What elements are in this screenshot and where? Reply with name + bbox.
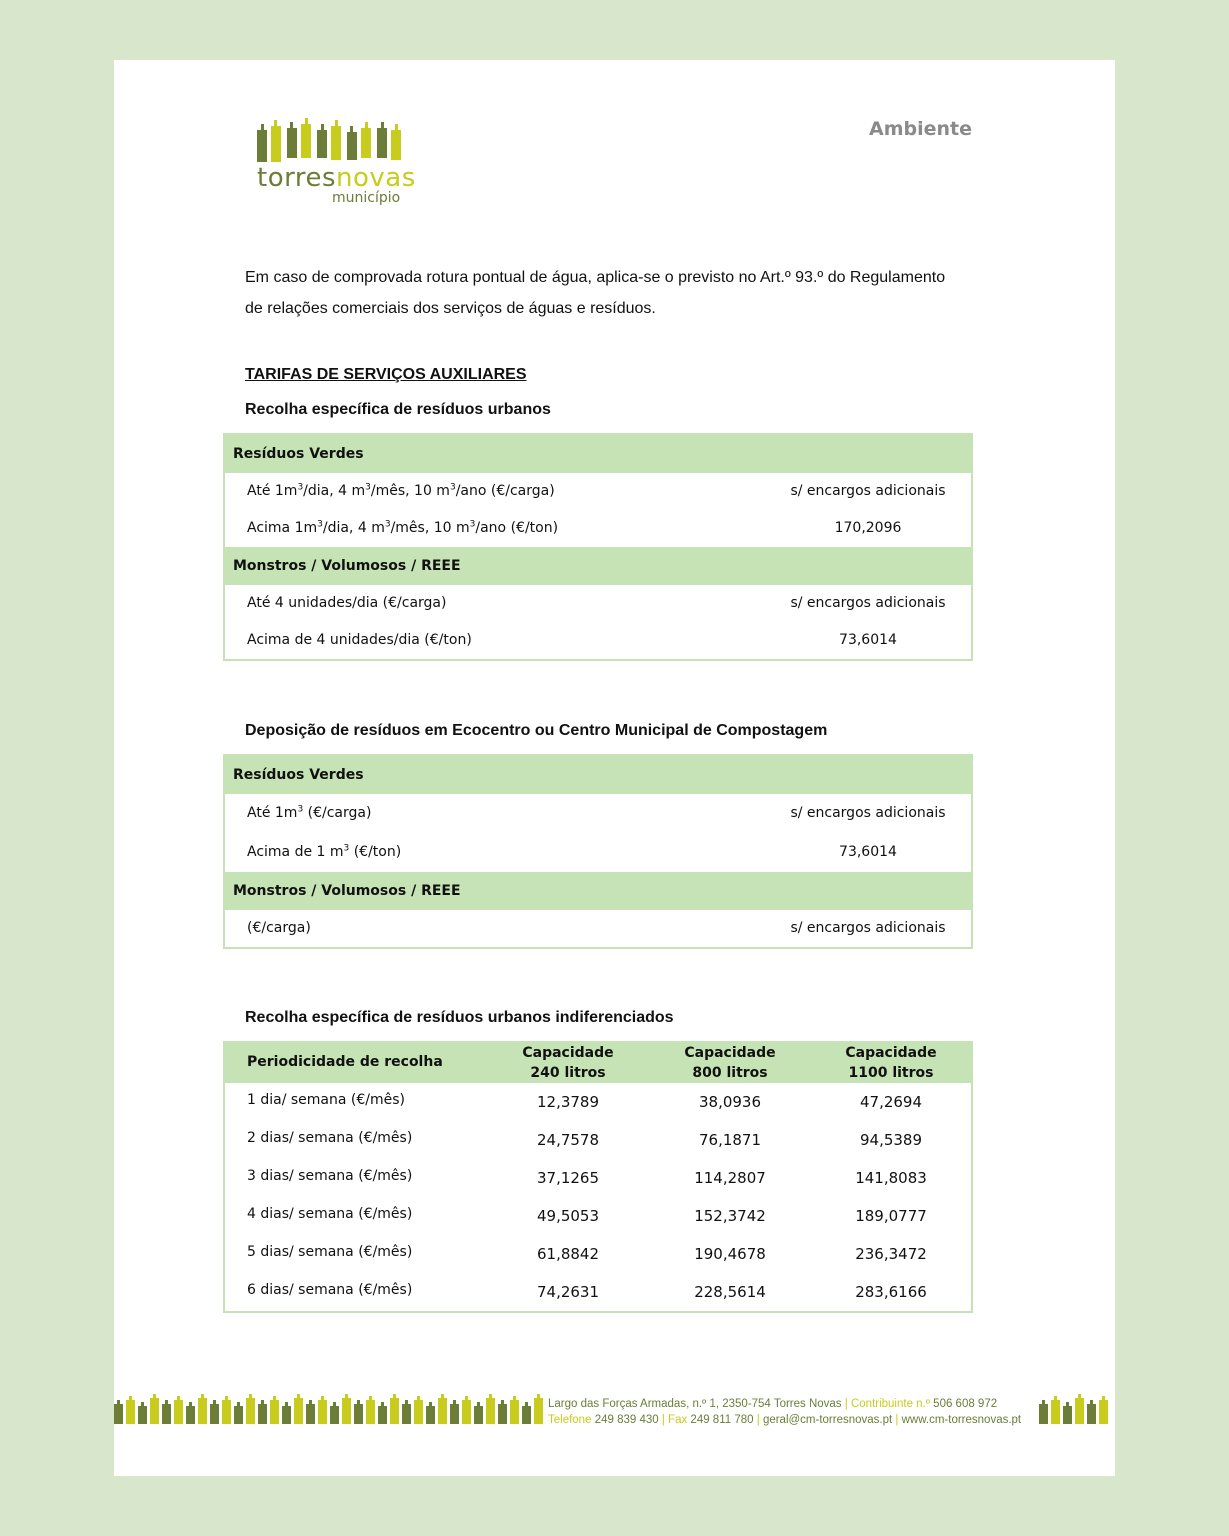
battlements-decoration-icon: [114, 1394, 544, 1428]
cell-value: 24,7578: [536, 1131, 600, 1149]
logo-subtitle: município: [332, 190, 401, 206]
row-label: Acima de 1 $m^3$ (€/ton): [247, 843, 402, 860]
table-group-header: Resíduos Verdes: [225, 756, 971, 794]
row-label: Acima $1m^3$/dia, 4 $m^3$/mês, 10 $m^3$/ano (€/ton): [247, 519, 559, 536]
table-group-header: Monstros / Volumosos / REEE: [225, 547, 971, 585]
table-row: [225, 794, 971, 833]
row-label: 2 dias/ semana (€/mês): [247, 1130, 413, 1146]
footer-email-link[interactable]: geral@cm-torresnovas.pt: [762, 1414, 893, 1426]
table-deposicao: [223, 754, 973, 949]
row-label: 5 dias/ semana (€/mês): [247, 1244, 413, 1260]
column-header: Capacidade 240 litros: [522, 1045, 614, 1081]
cell-value: 141,8083: [855, 1169, 927, 1187]
cell-value: 74,2631: [536, 1283, 600, 1301]
intro-line: Em caso de comprovada rotura pontual de água, aplica-se o previsto no Art.º 93.º do Regulamento: [245, 269, 946, 286]
footer-separator: |: [844, 1398, 848, 1410]
cell-value: 12,3789: [536, 1093, 600, 1111]
table-group-header: Resíduos Verdes: [225, 435, 971, 473]
cell-value: 61,8842: [536, 1245, 600, 1263]
page-footer: [114, 1392, 1115, 1432]
section1-title: Recolha específica de resíduos urbanos: [245, 401, 551, 418]
cell-value: 190,4678: [694, 1245, 766, 1263]
column-header: Capacidade 800 litros: [684, 1045, 776, 1081]
tarifas-title: TARIFAS DE SERVIÇOS AUXILIARES: [245, 366, 527, 383]
row-value: s/ encargos adicionais: [790, 805, 946, 821]
table-row: [225, 1273, 971, 1311]
row-label: 6 dias/ semana (€/mês): [247, 1282, 413, 1298]
section-label: Ambiente: [869, 118, 972, 140]
row-label: Até $1m^3$ (€/carga): [247, 804, 372, 821]
table-row: [225, 585, 971, 622]
row-label: 3 dias/ semana (€/mês): [247, 1168, 413, 1184]
table-header-row: [225, 1043, 971, 1083]
cell-value: 37,1265: [536, 1169, 600, 1187]
cell-value: 49,5053: [536, 1207, 600, 1225]
row-value: s/ encargos adicionais: [790, 595, 946, 611]
intro-paragraph: [245, 262, 975, 324]
table-row: [225, 1159, 971, 1197]
table-group-header: Monstros / Volumosos / REEE: [225, 872, 971, 910]
table-indiferenciados: [223, 1041, 973, 1313]
logo-wordmark: torresnovas: [257, 163, 416, 193]
cell-value: 47,2694: [859, 1093, 923, 1111]
footer-separator: |: [756, 1414, 760, 1426]
table-row: [225, 622, 971, 659]
castle-battlements-icon: [257, 118, 407, 166]
footer-phone: 249 839 430: [594, 1414, 659, 1426]
footer-separator: |: [661, 1414, 665, 1426]
row-value: 73,6014: [839, 632, 897, 648]
cell-value: 94,5389: [859, 1131, 923, 1149]
intro-line: de relações comerciais dos serviços de águas e resíduos.: [245, 300, 656, 317]
document-page: [114, 60, 1115, 1476]
row-value: s/ encargos adicionais: [790, 483, 946, 499]
table-row: [225, 1083, 971, 1121]
footer-label: Fax: [668, 1414, 688, 1426]
row-label: Até 4 unidades/dia (€/carga): [247, 595, 447, 611]
table-row: [225, 910, 971, 947]
table-row: [225, 1235, 971, 1273]
column-header: Capacidade 1100 litros: [845, 1045, 937, 1081]
footer-separator: |: [895, 1414, 899, 1426]
table-row: [225, 510, 971, 547]
table-row: [225, 473, 971, 510]
column-header: Periodicidade de recolha: [247, 1054, 443, 1070]
footer-nif: 506 608 972: [933, 1398, 998, 1410]
table-row: [225, 1197, 971, 1235]
row-label: Até $1m^3$/dia, 4 $m^3$/mês, 10 $m^3$/ano (€/carga): [247, 482, 555, 499]
cell-value: 283,6166: [855, 1283, 927, 1301]
footer-fax: 249 811 780: [690, 1414, 754, 1426]
row-label: 1 dia/ semana (€/mês): [247, 1092, 405, 1108]
row-value: s/ encargos adicionais: [790, 920, 946, 936]
battlements-decoration-right-icon: [1039, 1394, 1119, 1428]
section3-title: Recolha específica de resíduos urbanos indiferenciados: [245, 1009, 674, 1026]
row-label: Acima de 4 unidades/dia (€/ton): [247, 632, 472, 648]
footer-website-link[interactable]: www.cm-torresnovas.pt: [901, 1414, 1022, 1426]
footer-label: Contribuinte n.º: [850, 1398, 930, 1410]
footer-contact: [548, 1396, 1021, 1428]
cell-value: 114,2807: [694, 1169, 766, 1187]
footer-label: Telefone: [548, 1414, 592, 1426]
cell-value: 189,0777: [855, 1207, 927, 1225]
footer-address: Largo das Forças Armadas, n.º 1, 2350-754 Torres Novas: [548, 1398, 842, 1410]
row-value: 170,2096: [834, 520, 902, 536]
table-row: [225, 1121, 971, 1159]
section2-title: Deposição de resíduos em Ecocentro ou Centro Municipal de Compostagem: [245, 722, 828, 739]
cell-value: 228,5614: [694, 1283, 766, 1301]
row-label: (€/carga): [247, 920, 311, 936]
row-label: 4 dias/ semana (€/mês): [247, 1206, 413, 1222]
row-value: 73,6014: [839, 844, 897, 860]
cell-value: 236,3472: [855, 1245, 927, 1263]
municipality-logo: [257, 118, 416, 208]
table-row: [225, 833, 971, 872]
cell-value: 38,0936: [698, 1093, 762, 1111]
cell-value: 76,1871: [698, 1131, 762, 1149]
table-recolha-especifica: [223, 433, 973, 661]
cell-value: 152,3742: [694, 1207, 766, 1225]
